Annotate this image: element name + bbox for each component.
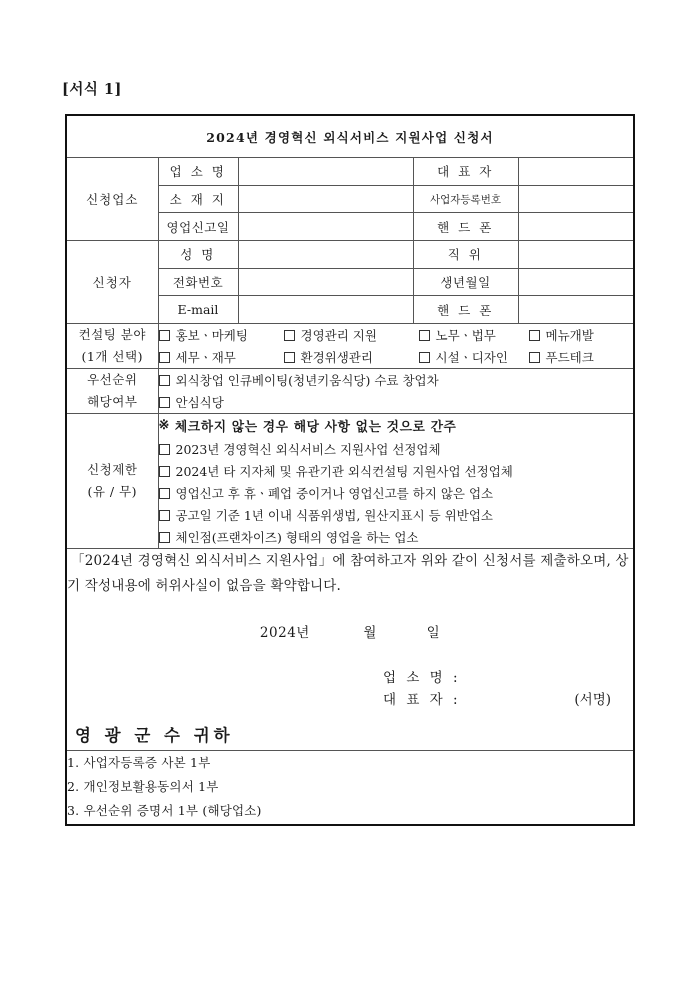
checkbox-icon[interactable] [159,397,170,408]
restriction-label-line1: 신청제한 [87,462,138,478]
checkbox-item-tax-finance[interactable] [159,348,284,366]
attachments-list [66,750,634,825]
checkbox-item-foodtech[interactable] [529,348,594,366]
checkbox-icon[interactable] [159,510,170,521]
reference-mark-icon: ※ [158,417,170,433]
restriction-line-4 [159,504,634,526]
signature-representative-row [383,689,633,711]
checkbox-icon[interactable] [159,375,170,386]
restriction-line-5 [159,526,634,548]
checkbox-label: 환경위생관리 [300,350,373,366]
restriction-line-2 [159,460,634,482]
field-input-business-reg-number[interactable] [518,185,634,213]
field-input-mobile-business[interactable] [518,213,634,241]
field-label-phone: 전화번호 [158,268,238,296]
checkbox-label: 공고일 기준 1년 이내 식품위생법, 원산지표시 등 위반업소 [175,508,493,524]
checkbox-item-closed-or-unreported[interactable] [159,484,494,502]
priority-row [66,369,634,414]
form-number-label: [서식 1] [62,81,122,98]
checkbox-label: 시설ㆍ디자인 [435,350,508,366]
checkbox-item-environmental-hygiene[interactable] [284,348,419,366]
consulting-label-line2: (1개 선택) [81,349,143,365]
page-title: 2024년 경영혁신 외식서비스 지원사업 신청서 [66,115,634,158]
list-item: 1. 사업자등록증 사본 1부 [67,754,211,770]
field-input-business-name[interactable] [238,158,413,186]
application-form-table [65,114,635,826]
priority-line-1 [159,369,634,391]
checkbox-icon[interactable] [159,488,170,499]
checkbox-label: 2023년 경영혁신 외식서비스 지원사업 선정업체 [175,442,441,458]
date-year: 2024년 [259,625,310,642]
checkbox-label: 홍보ㆍ마케팅 [175,328,248,344]
date-month[interactable]: 월 [363,625,377,642]
field-label-business-reg-number: 사업자등록번호 [413,185,518,213]
checkbox-icon[interactable] [284,352,295,363]
field-input-name[interactable] [238,241,413,269]
date-day[interactable]: 일 [426,625,441,642]
restriction-note [159,414,634,436]
checkbox-label: 노무ㆍ법무 [435,328,496,344]
section-label-priority [66,369,158,414]
declaration-block [66,549,634,750]
field-input-position[interactable] [518,241,634,269]
checkbox-label: 메뉴개발 [545,328,594,344]
priority-checkbox-group [158,369,634,414]
checkbox-label: 안심식당 [175,395,224,411]
table-row [66,158,634,186]
signature-representative-label: 대 표 자 : [383,692,461,709]
checkbox-item-selected-2023[interactable] [159,440,441,458]
restriction-note-text: 체크하지 않는 경우 해당 사항 없는 것으로 간주 [174,419,457,435]
field-input-birthdate[interactable] [518,268,634,296]
checkbox-item-facility-design[interactable] [419,348,529,366]
field-label-email: E-mail [158,296,238,324]
section-label-applicant: 신청자 [66,241,158,324]
field-label-mobile-applicant: 핸 드 폰 [413,296,518,324]
signature-business-name-label: 업 소 명 : [383,670,461,687]
field-label-representative: 대 표 자 [413,158,518,186]
checkbox-icon[interactable] [419,352,430,363]
priority-line-2 [159,391,634,413]
checkbox-icon[interactable] [284,330,295,341]
restriction-line-3 [159,482,634,504]
field-label-birthdate: 생년월일 [413,268,518,296]
list-item: 3. 우선순위 증명서 1부 (해당업소) [67,803,262,819]
consulting-field-row [66,324,634,369]
checkbox-item-safe-restaurant[interactable] [159,393,224,411]
priority-label-line1: 우선순위 [87,372,138,388]
checkbox-item-incubating-graduate[interactable] [159,371,439,389]
checkbox-item-violation[interactable] [159,506,493,524]
declaration-paragraph: 「2024년 경영혁신 외식서비스 지원사업」에 참여하고자 위와 같이 신청서를 제출하오며, 상기 작성내용에 허위사실이 없음을 확약합니다. [67,553,629,595]
section-label-consulting [66,324,158,369]
checkbox-icon[interactable] [529,330,540,341]
attachments-row [66,750,634,825]
field-label-mobile-business: 핸 드 폰 [413,213,518,241]
list-item: 2. 개인정보활용동의서 1부 [67,778,219,794]
section-label-restriction [66,414,158,549]
priority-label-line2: 해당여부 [87,394,138,410]
checkbox-icon[interactable] [159,466,170,477]
field-label-business-name: 업 소 명 [158,158,238,186]
field-input-address[interactable] [238,185,413,213]
restriction-checkbox-group [158,414,634,549]
checkbox-label: 푸드테크 [545,350,594,366]
checkbox-item-management-support[interactable] [284,326,419,344]
consulting-label-line1: 컨설팅 분야 [78,327,146,343]
field-label-address: 소 재 지 [158,185,238,213]
consulting-checkbox-group [158,324,634,369]
declaration-row [66,549,634,750]
signature-business-name-row [383,667,633,689]
date-line [67,621,633,641]
field-input-representative[interactable] [518,158,634,186]
checkbox-item-promotion-marketing[interactable] [159,326,284,344]
section-label-business: 신청업소 [66,158,158,241]
field-input-mobile-applicant[interactable] [518,296,634,324]
field-label-report-date: 영업신고일 [158,213,238,241]
restriction-label-line2: (유 / 무) [87,484,138,500]
checkbox-label: 외식창업 인큐베이팅(청년키움식당) 수료 창업차 [175,373,439,389]
checkbox-item-labor-legal[interactable] [419,326,529,344]
field-input-email[interactable] [238,296,413,324]
consulting-row-1 [159,324,634,346]
checkbox-label: 영업신고 후 휴ㆍ폐업 중이거나 영업신고를 하지 않은 업소 [175,486,494,502]
checkbox-label: 2024년 타 지자체 및 유관기관 외식컨설팅 지원사업 선정업체 [175,464,513,480]
field-input-phone[interactable] [238,268,413,296]
consulting-row-2 [159,346,634,368]
field-label-position: 직 위 [413,241,518,269]
restriction-row [66,414,634,549]
form-title-row [66,115,634,158]
signature-note: (서명) [574,692,612,709]
checkbox-icon[interactable] [159,532,170,543]
field-label-name: 성 명 [158,241,238,269]
checkbox-label: 세무ㆍ재무 [175,350,236,366]
signature-block [67,667,633,712]
field-input-report-date[interactable] [238,213,413,241]
checkbox-icon[interactable] [159,330,170,341]
checkbox-item-other-agency-2024[interactable] [159,462,513,480]
checkbox-icon[interactable] [529,352,540,363]
checkbox-icon[interactable] [159,352,170,363]
recipient-line: 영 광 군 수 귀하 [75,725,234,745]
checkbox-label: 체인점(프랜차이즈) 형태의 영업을 하는 업소 [175,530,419,546]
checkbox-item-menu-development[interactable] [529,326,594,344]
checkbox-icon[interactable] [159,444,170,455]
checkbox-item-franchise[interactable] [159,528,419,546]
checkbox-icon[interactable] [419,330,430,341]
table-row [66,241,634,269]
restriction-line-1 [159,438,634,460]
checkbox-label: 경영관리 지원 [300,328,377,344]
